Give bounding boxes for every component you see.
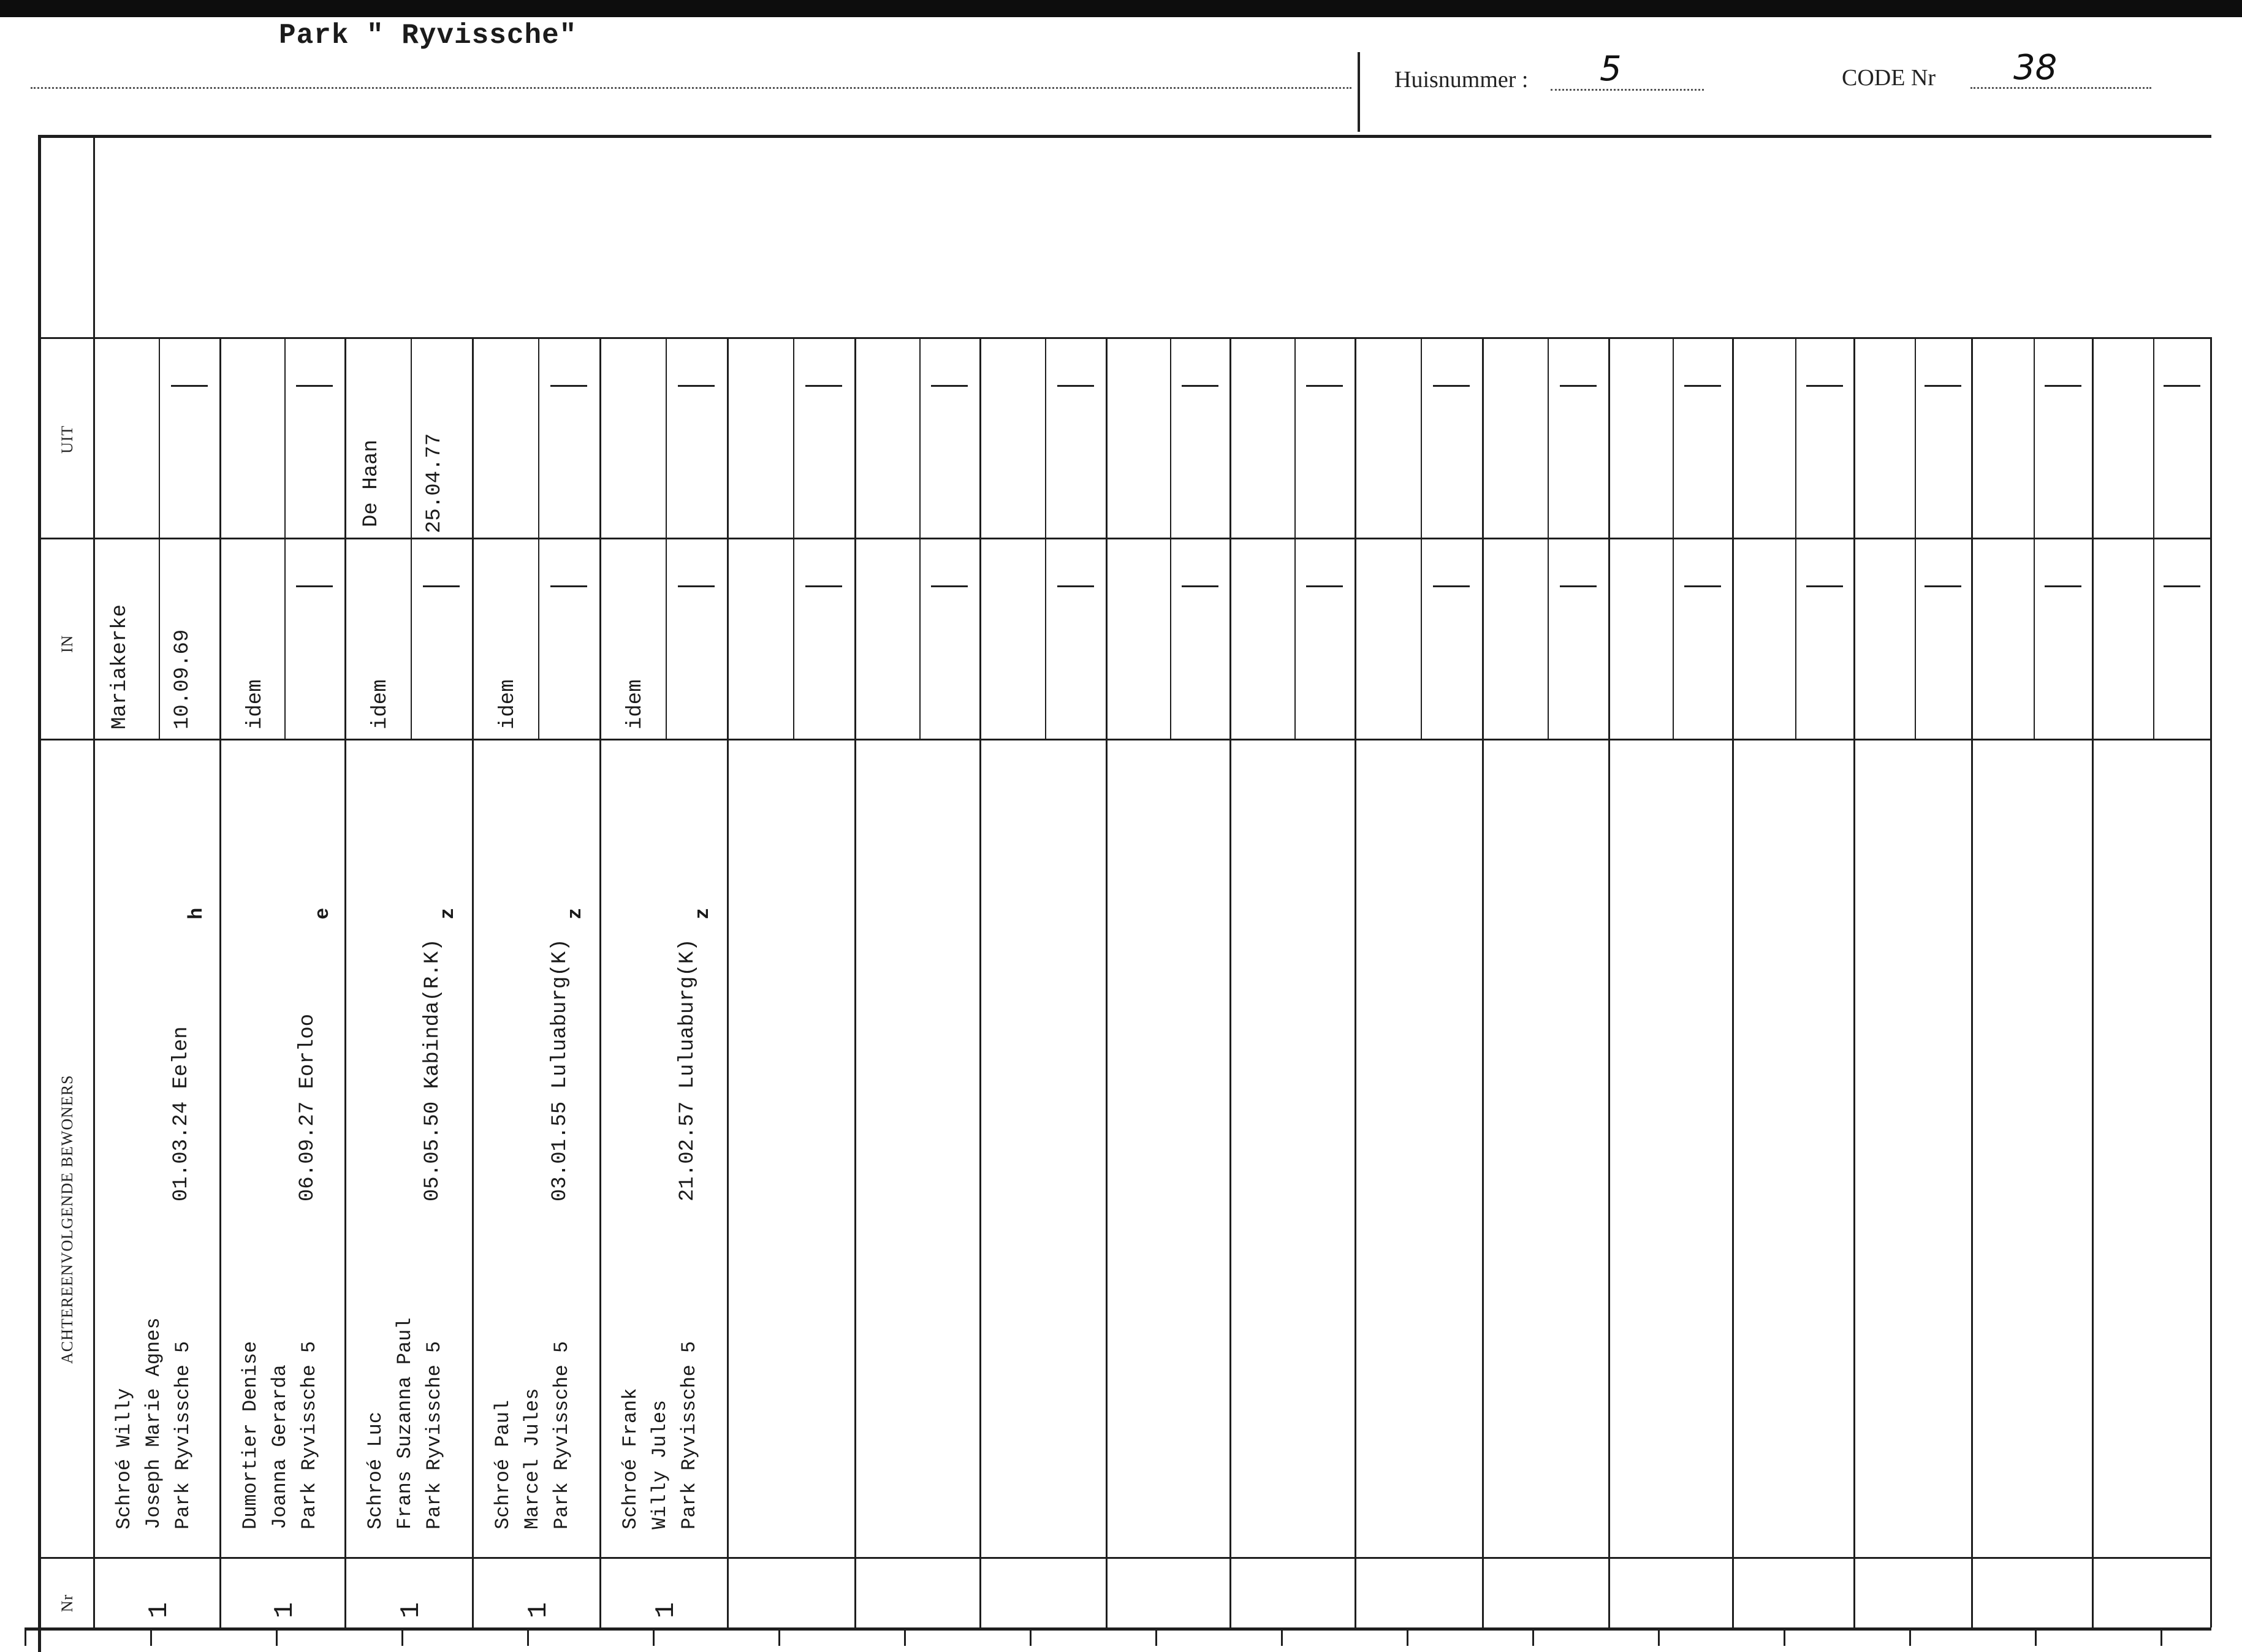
uit-date: 25.04.77: [423, 433, 446, 533]
subcolumn-rule: [411, 337, 412, 739]
uit-place: De Haan: [360, 440, 383, 527]
resident-mark: h: [185, 907, 208, 919]
row-rule: [38, 337, 2211, 339]
resident-mark: z: [691, 907, 714, 919]
subcolumn-rule: [1421, 337, 1422, 739]
resident-name-line2: Frans Suzanna Paul: [393, 1317, 416, 1529]
resident-name-line1: Schroé Luc: [364, 1411, 387, 1529]
empty-dash: [1925, 385, 1961, 387]
subcolumn-rule: [1045, 337, 1046, 739]
bottom-tick: [25, 1627, 26, 1646]
subcolumn-rule: [793, 337, 794, 739]
subcolumn-rule: [666, 337, 667, 739]
column-rule: [1971, 337, 1973, 1627]
code-dotline: [1970, 87, 2151, 89]
bottom-tick: [527, 1627, 529, 1646]
bottom-tick: [1155, 1627, 1157, 1646]
row-rule: [38, 739, 2211, 740]
row-label-in: IN: [58, 634, 76, 653]
column-rule: [1732, 337, 1734, 1627]
bottom-tick: [778, 1627, 780, 1646]
empty-dash: [931, 385, 968, 387]
resident-birth: 06.09.27 Eorloo: [296, 1013, 319, 1201]
bottom-tick: [1532, 1627, 1534, 1646]
resident-address: Park Ryvissche 5: [172, 1341, 194, 1529]
resident-name-line2: Marcel Jules: [521, 1388, 544, 1529]
resident-mark: z: [564, 907, 587, 919]
column-rule: [1355, 337, 1356, 1627]
empty-dash: [805, 385, 842, 387]
column-rule: [727, 337, 729, 1627]
empty-dash: [1057, 585, 1094, 587]
empty-dash: [1684, 585, 1721, 587]
resident-nr: 1: [523, 1602, 554, 1618]
resident-address: Park Ryvissche 5: [298, 1341, 321, 1529]
bottom-tick: [1030, 1627, 1032, 1646]
bottom-tick: [1784, 1627, 1785, 1646]
column-rule: [472, 337, 474, 1627]
empty-dash: [1306, 585, 1343, 587]
resident-nr: 1: [651, 1602, 682, 1618]
empty-dash: [1433, 385, 1470, 387]
in-place: idem: [244, 679, 267, 729]
resident-birth: 01.03.24 Eelen: [170, 1026, 193, 1201]
subcolumn-rule: [284, 337, 286, 739]
empty-dash: [2045, 585, 2081, 587]
huisnummer-label: Huisnummer :: [1394, 67, 1529, 93]
empty-dash: [678, 585, 715, 587]
subcolumn-rule: [1170, 337, 1171, 739]
row-label-bewoners: ACHTEREENVOLGENDE BEWONERS: [58, 1075, 76, 1364]
subcolumn-rule: [1548, 337, 1549, 739]
empty-dash: [1925, 585, 1961, 587]
resident-nr: 1: [270, 1602, 300, 1618]
resident-address: Park Ryvissche 5: [550, 1341, 573, 1529]
column-rule: [854, 337, 856, 1627]
subcolumn-rule: [1673, 337, 1674, 739]
bottom-tick: [2160, 1627, 2162, 1646]
resident-birth: 21.02.57 Luluaburg(K): [676, 938, 699, 1201]
bottom-tick: [1407, 1627, 1408, 1646]
row-rule: [38, 538, 2211, 539]
row-label-nr: Nr: [58, 1594, 76, 1612]
empty-dash: [2164, 585, 2200, 587]
resident-name-line1: Schroé Willy: [113, 1388, 135, 1529]
resident-mark: z: [436, 907, 459, 919]
resident-address: Park Ryvissche 5: [678, 1341, 701, 1529]
resident-birth: 03.01.55 Luluaburg(K): [549, 938, 572, 1201]
resident-birth: 05.05.50 Kabinda(R.K): [421, 938, 444, 1201]
resident-mark: e: [311, 907, 334, 919]
bottom-tick: [401, 1627, 403, 1646]
subcolumn-rule: [1795, 337, 1796, 739]
bottom-tick: [276, 1627, 278, 1646]
in-place: idem: [496, 679, 520, 729]
empty-dash: [550, 385, 587, 387]
in-place: idem: [369, 679, 392, 729]
resident-name-line1: Dumortier Denise: [239, 1341, 262, 1529]
column-rule: [2092, 337, 2094, 1627]
empty-dash: [550, 585, 587, 587]
empty-dash: [678, 385, 715, 387]
column-rule: [1482, 337, 1484, 1627]
subcolumn-rule: [2153, 337, 2154, 739]
empty-dash: [805, 585, 842, 587]
empty-dash: [1560, 585, 1597, 587]
column-rule: [1608, 337, 1610, 1627]
resident-name-line2: Willy Jules: [648, 1399, 671, 1529]
empty-dash: [2045, 385, 2081, 387]
resident-nr: 1: [396, 1602, 427, 1618]
column-rule: [2210, 337, 2212, 1627]
subcolumn-rule: [2034, 337, 2035, 739]
header-dotline: [31, 87, 1351, 89]
column-rule: [219, 337, 221, 1627]
resident-name-line1: Schroé Frank: [619, 1388, 642, 1529]
table-left-border: [38, 135, 41, 1652]
resident-address: Park Ryvissche 5: [423, 1341, 446, 1529]
empty-dash: [1057, 385, 1094, 387]
empty-dash: [296, 385, 333, 387]
subcolumn-rule: [1915, 337, 1916, 739]
empty-dash: [1182, 385, 1218, 387]
resident-nr: 1: [144, 1602, 175, 1618]
bottom-tick: [2035, 1627, 2037, 1646]
empty-dash: [1806, 585, 1843, 587]
empty-dash: [931, 585, 968, 587]
header-separator: [1358, 52, 1360, 132]
column-rule: [1106, 337, 1108, 1627]
column-rule: [979, 337, 981, 1627]
row-rule: [38, 1557, 2211, 1559]
label-column-rule: [93, 135, 95, 1627]
subcolumn-rule: [919, 337, 921, 739]
in-place: idem: [624, 679, 647, 729]
empty-dash: [2164, 385, 2200, 387]
bottom-tick: [150, 1627, 152, 1646]
huisnummer-value: 5: [1600, 49, 1622, 89]
empty-dash: [1806, 385, 1843, 387]
in-date: 10.09.69: [171, 629, 194, 729]
row-label-uit: UIT: [58, 425, 76, 454]
empty-dash: [1433, 585, 1470, 587]
subcolumn-rule: [1294, 337, 1296, 739]
empty-dash: [423, 585, 460, 587]
resident-name-line2: Joanna Gerarda: [268, 1365, 291, 1529]
bottom-tick: [1658, 1627, 1660, 1646]
code-label: CODE Nr: [1842, 65, 1936, 91]
column-rule: [1853, 337, 1855, 1627]
subcolumn-rule: [159, 337, 160, 739]
street-name: Park " Ryvissche": [279, 20, 577, 51]
bottom-tick: [904, 1627, 906, 1646]
top-edge: [0, 0, 2242, 17]
resident-name-line2: Joseph Marie Agnes: [142, 1317, 165, 1529]
table-bottom-border: [25, 1627, 2211, 1631]
empty-dash: [1182, 585, 1218, 587]
table-top-border: [38, 135, 2211, 138]
empty-dash: [1560, 385, 1597, 387]
bottom-tick: [1909, 1627, 1911, 1646]
column-rule: [599, 337, 601, 1627]
in-place: Mariakerke: [108, 604, 132, 729]
column-rule: [1229, 337, 1231, 1627]
empty-dash: [171, 385, 208, 387]
code-value: 38: [2013, 48, 2058, 88]
huisnummer-dotline: [1551, 89, 1704, 91]
bottom-tick: [653, 1627, 655, 1646]
column-rule: [344, 337, 346, 1627]
empty-dash: [1306, 385, 1343, 387]
empty-dash: [1684, 385, 1721, 387]
subcolumn-rule: [538, 337, 539, 739]
empty-dash: [296, 585, 333, 587]
bottom-tick: [1281, 1627, 1283, 1646]
resident-name-line1: Schroé Paul: [492, 1399, 514, 1529]
